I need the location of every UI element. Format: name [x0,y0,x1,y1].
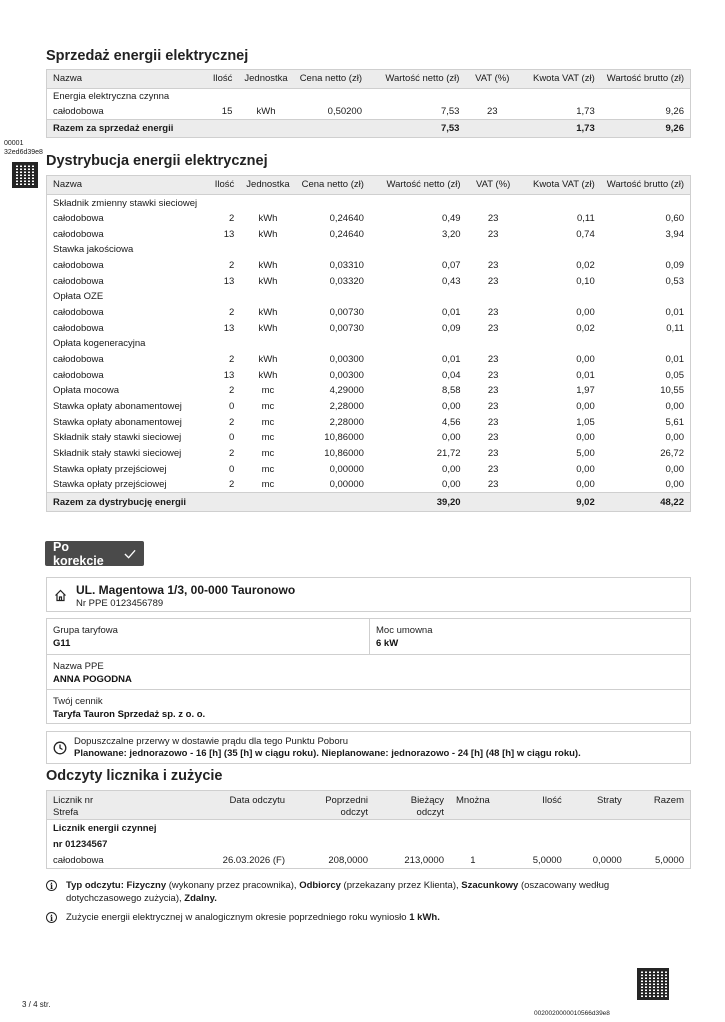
cell-vat: 23 [487,275,499,287]
cell-name: całodobowa [53,275,104,287]
cell-price: 2,28000 [329,416,364,428]
cell-vat: 23 [487,416,499,428]
total-net: 39,20 [370,493,467,511]
cell-vat: 23 [487,432,499,444]
cell-gross: 9,26 [665,105,684,117]
cell-price: 10,86000 [324,448,364,460]
cell-name: Stawka opłaty abonamentowej [53,401,182,413]
cell-vat-amount: 0,02 [576,259,595,271]
cell-net: 0,49 [442,212,461,224]
cell-name: całodobowa [53,322,104,334]
cell-vat-amount: 5,00 [576,448,595,460]
pricelist-value: Taryfa Tauron Sprzedaż sp. z o. o. [53,709,206,720]
cell-gross: 10,55 [660,385,684,397]
cell-price: 0,00730 [329,322,364,334]
after-correction-label: Po korekcie [53,539,104,568]
meter-title: Odczyty licznika i zużycie [46,768,223,784]
cell-qty: 13 [223,228,235,240]
cell-net: 0,01 [442,306,461,318]
meter-group: Licznik energii czynnej [53,822,157,834]
qr-code-footer [637,968,669,1000]
col-vat-amount: Kwota VAT (zł) [519,70,601,88]
cell-price: 4,29000 [329,385,364,397]
cell-vat-amount: 0,10 [576,275,595,287]
cell-unit: kWh [258,306,278,318]
info-icon: i [46,912,57,923]
cell-net: 0,04 [442,369,461,381]
cell-vat: 23 [487,212,499,224]
cell-gross: 0,00 [665,401,684,413]
col-name: Nazwa [47,176,205,194]
note-reading-type [46,879,686,905]
note1-part-f: (oszacowany według [518,880,610,891]
col-prev [291,791,374,820]
table-row [47,852,690,868]
cell-vat: 23 [487,448,499,460]
cell-vat-amount: 0,74 [576,228,595,240]
col-prev-label1: Poprzedni [325,795,368,806]
note1-part-e: Szacunkowy [461,880,519,891]
cell-vat: 23 [487,479,499,491]
cell-mult: 1 [470,854,476,866]
cell-name: Stawka opłaty przejściowej [53,479,167,491]
address-ppe: Nr PPE 0123456789 [76,598,164,609]
col-zone-label: Strefa [53,807,79,818]
total-net: 7,53 [368,119,465,137]
note2-part-b: 1 kWh. [409,912,440,923]
ppe-info-box [46,618,691,724]
table-row [47,399,690,415]
cell-unit: kWh [256,105,276,117]
cell-qty: 0 [229,463,235,475]
cell-unit: mc [261,416,275,428]
cell-unit: kWh [258,259,278,271]
group-row [47,336,690,352]
table-row [47,430,690,446]
group-row [47,194,690,211]
total-label: Razem za dystrybucję energii [47,493,370,511]
cell-qty: 2 [229,448,235,460]
side-code-line2: 32ed6d39e8 [4,149,43,156]
side-code [4,139,43,157]
group-row [47,289,690,305]
note1-part-g: dotychczasowego zużycia), [66,893,185,904]
cell-qty: 0 [229,432,235,444]
tariff-cell [47,619,370,655]
group-label: Energia elektryczna czynna [53,90,170,102]
cell-net: 3,20 [442,228,461,240]
group-label: Opłata OZE [53,291,104,303]
side-code-line1: 00001 [4,140,24,147]
cell-gross: 3,94 [665,228,684,240]
table-row [47,211,690,227]
cell-price: 0,00300 [329,354,364,366]
dist-title: Dystrybucja energii elektrycznej [46,153,268,169]
cell-vat: 23 [487,354,499,366]
cell-name: całodobowa [53,369,104,381]
cell-name: całodobowa [53,212,104,224]
col-vat: VAT (%) [467,176,520,194]
cell-name: całodobowa [53,105,104,117]
table-row [47,88,690,104]
cell-qty: 2 [229,306,235,318]
col-vat-amount: Kwota VAT (zł) [520,176,601,194]
page-number: 3 / 4 str. [22,1000,51,1009]
note1-part-a: Typ odczytu: Fizyczny [66,880,167,891]
col-net: Wartość netto (zł) [370,176,467,194]
cell-vat: 23 [487,306,499,318]
cell-unit: kWh [258,228,278,240]
table-row [47,352,690,368]
cell-gross: 0,00 [665,463,684,475]
cell-name: Składnik stały stawki sieciowej [53,432,182,444]
cell-price: 0,00000 [329,463,364,475]
cell-net: 21,72 [436,448,461,460]
col-curr-label1: Bieżący [410,795,444,806]
cell-gross: 0,00 [665,479,684,491]
note1-part-c: Odbiorcy [299,880,341,891]
cell-vat-amount: 1,73 [576,105,595,117]
col-curr-label2: odczyt [416,807,444,818]
cell-gross: 0,09 [665,259,684,271]
cell-unit: kWh [258,369,278,381]
after-correction-button[interactable] [45,541,144,566]
table-row [47,226,690,242]
cell-unit: kWh [258,275,278,287]
cell-qty: 2 [229,385,235,397]
cell-vat: 23 [487,322,499,334]
col-qty: Ilość [205,176,240,194]
col-loss: Straty [568,791,628,820]
cell-net: 4,56 [442,416,461,428]
cell-vat-amount: 0,00 [576,306,595,318]
cell-name: całodobowa [53,259,104,271]
cell-price: 0,50200 [327,105,362,117]
cell-loss: 0,0000 [592,854,622,866]
cell-gross: 0,11 [666,322,684,334]
ppe-name-value: ANNA POGODNA [53,674,132,685]
cell-unit: mc [261,479,275,491]
cell-gross: 0,05 [665,369,684,381]
cell-vat-amount: 0,00 [576,479,595,491]
cell-net: 0,07 [442,259,461,271]
cell-price: 0,24640 [329,212,364,224]
cell-vat-amount: 1,05 [576,416,595,428]
note1-part-b: (wykonany przez pracownika), [166,880,300,891]
table-row [47,273,690,289]
group-label: Stawka jakościowa [53,244,134,256]
col-date: Data odczytu [197,791,291,820]
col-prev-label2: odczyt [340,807,368,818]
col-gross: Wartość brutto (zł) [601,70,690,88]
dist-table [46,175,691,512]
cell-gross: 26,72 [660,448,684,460]
outage-line2: Planowane: jednorazowo - 16 [h] (35 [h] w ciągu roku). Nieplanowane: jednorazowo - 24 [h] (48 [h] w ciągu roku). [74,748,581,759]
table-row [47,414,690,430]
col-price: Cena netto (zł) [294,70,368,88]
cell-vat-amount: 0,00 [576,463,595,475]
table-row [47,462,690,478]
sale-title: Sprzedaż energii elektrycznej [46,48,249,64]
meter-number: nr 01234567 [53,838,108,850]
total-gross: 9,26 [601,119,690,137]
cell-unit: mc [261,385,275,397]
note2-part-a: Zużycie energii elektrycznej w analogicznym okresie poprzedniego roku wyniosło [66,912,410,923]
cell-gross: 5,61 [665,416,684,428]
cell-name: całodobowa [53,306,104,318]
cell-unit: mc [261,448,275,460]
table-row [47,305,690,321]
home-icon [54,589,67,602]
tariff-label: Grupa taryfowa [53,625,118,636]
cell-curr: 213,0000 [404,854,444,866]
meter-table [46,790,691,869]
col-gross: Wartość brutto (zł) [601,176,690,194]
cell-net: 0,00 [442,432,461,444]
cell-vat-amount: 0,00 [576,432,595,444]
qr-code-small [12,162,38,188]
cell-qty: 13 [223,322,235,334]
cell-name: Stawka opłaty przejściowej [53,463,167,475]
ppe-name-cell [47,655,690,690]
cell-gross: 0,60 [665,212,684,224]
col-vat: VAT (%) [465,70,519,88]
cell-vat-amount: 0,02 [576,322,595,334]
cell-unit: mc [261,401,275,413]
cell-net: 0,09 [442,322,461,334]
power-label: Moc umowna [376,625,433,636]
cell-name: całodobowa [53,228,104,240]
address-box [46,577,691,612]
pricelist-label: Twój cennik [53,696,103,707]
table-row [47,837,690,853]
col-meter [47,791,197,820]
cell-gross: 0,01 [665,354,684,366]
cell-qty: 2 [229,479,235,491]
col-mult: Mnożna [450,791,496,820]
cell-vat-amount: 0,01 [576,369,595,381]
cell-vat: 23 [487,259,499,271]
cell-price: 0,24640 [329,228,364,240]
cell-date: 26.03.2026 (F) [222,854,285,866]
group-row [47,242,690,258]
cell-unit: kWh [258,354,278,366]
cell-gross: 0,01 [665,306,684,318]
cell-qty: 13 [223,275,235,287]
table-row [47,446,690,462]
table-row [47,477,690,493]
outage-line1: Dopuszczalne przerwy w dostawie prądu dla tego Punktu Poboru [74,736,349,747]
col-name: Nazwa [47,70,203,88]
address-street: UL. Magentowa 1/3, 00-000 Tauronowo [76,583,296,597]
cell-qty: 2 [229,212,235,224]
col-qty: Ilość [496,791,568,820]
cell-qty: 0 [229,401,235,413]
cell-vat-amount: 0,11 [576,212,595,224]
cell-net: 0,00 [442,479,461,491]
col-sum: Razem [628,791,690,820]
col-unit: Jednostka [240,176,295,194]
cell-gross: 0,00 [665,432,684,444]
cell-vat: 23 [487,401,499,413]
check-icon [124,549,136,559]
note-previous-year [46,911,686,924]
cell-unit: mc [261,463,275,475]
table-row [47,383,690,399]
cell-net: 0,43 [442,275,461,287]
cell-price: 0,03320 [329,275,364,287]
cell-price: 0,00000 [329,479,364,491]
cell-vat: 23 [487,369,499,381]
cell-unit: kWh [258,322,278,334]
cell-qty: 15 [221,105,233,117]
cell-qty: 5,0000 [532,854,562,866]
cell-price: 2,28000 [329,401,364,413]
col-meter-label: Licznik nr [53,795,94,806]
outage-box [46,731,691,764]
cell-vat: 23 [486,105,498,117]
cell-vat-amount: 0,00 [576,401,595,413]
col-unit: Jednostka [238,70,293,88]
cell-net: 0,01 [442,354,461,366]
cell-qty: 2 [229,416,235,428]
cell-qty: 2 [229,259,235,271]
cell-net: 8,58 [442,385,461,397]
cell-name: Stawka opłaty abonamentowej [53,416,182,428]
cell-unit: mc [261,432,275,444]
cell-gross: 0,53 [665,275,684,287]
note1-part-d: (przekazany przez Klienta), [340,880,462,891]
cell-net: 0,00 [442,401,461,413]
cell-unit: kWh [258,212,278,224]
total-vat: 1,73 [519,119,601,137]
cell-price: 0,00300 [329,369,364,381]
col-curr [374,791,450,820]
cell-vat: 23 [487,385,499,397]
cell-qty: 2 [229,354,235,366]
total-vat: 9,02 [520,493,601,511]
total-row [47,493,690,511]
sale-table [46,69,691,138]
cell-vat: 23 [487,463,499,475]
cell-zone: całodobowa [53,854,104,866]
power-value: 6 kW [376,638,399,649]
note1-part-h: Zdalny. [184,893,217,904]
cell-price: 0,00730 [329,306,364,318]
cell-qty: 13 [223,369,235,381]
total-row [47,119,690,137]
cell-name: całodobowa [53,354,104,366]
cell-name: Składnik stały stawki sieciowej [53,448,182,460]
col-net: Wartość netto (zł) [368,70,465,88]
cell-prev: 208,0000 [328,854,368,866]
total-label: Razem za sprzedaż energii [47,119,368,137]
cell-price: 0,03310 [329,259,364,271]
cell-vat-amount: 0,00 [576,354,595,366]
table-row [47,820,690,837]
cell-price: 10,86000 [324,432,364,444]
col-qty: Ilość [203,70,239,88]
power-cell [370,619,690,655]
table-row [47,367,690,383]
col-price: Cena netto (zł) [296,176,370,194]
table-row [47,258,690,274]
cell-name: Opłata mocowa [53,385,120,397]
group-label: Opłata kogeneracyjna [53,338,146,350]
cell-vat-amount: 1,97 [576,385,595,397]
table-row [47,320,690,336]
info-icon: i [46,880,57,891]
ppe-name-label: Nazwa PPE [53,661,104,672]
cell-net: 0,00 [442,463,461,475]
table-row [47,104,690,120]
cell-vat: 23 [487,228,499,240]
total-gross: 48,22 [601,493,690,511]
cell-sum: 5,0000 [654,854,684,866]
cell-net: 7,53 [440,105,460,117]
pricelist-cell [47,690,690,725]
tariff-value: G11 [53,638,71,649]
group-label: Składnik zmienny stawki sieciowej [53,197,198,209]
clock-icon [53,741,67,755]
footer-code: 0020020000010566d39e8 [534,1010,610,1017]
